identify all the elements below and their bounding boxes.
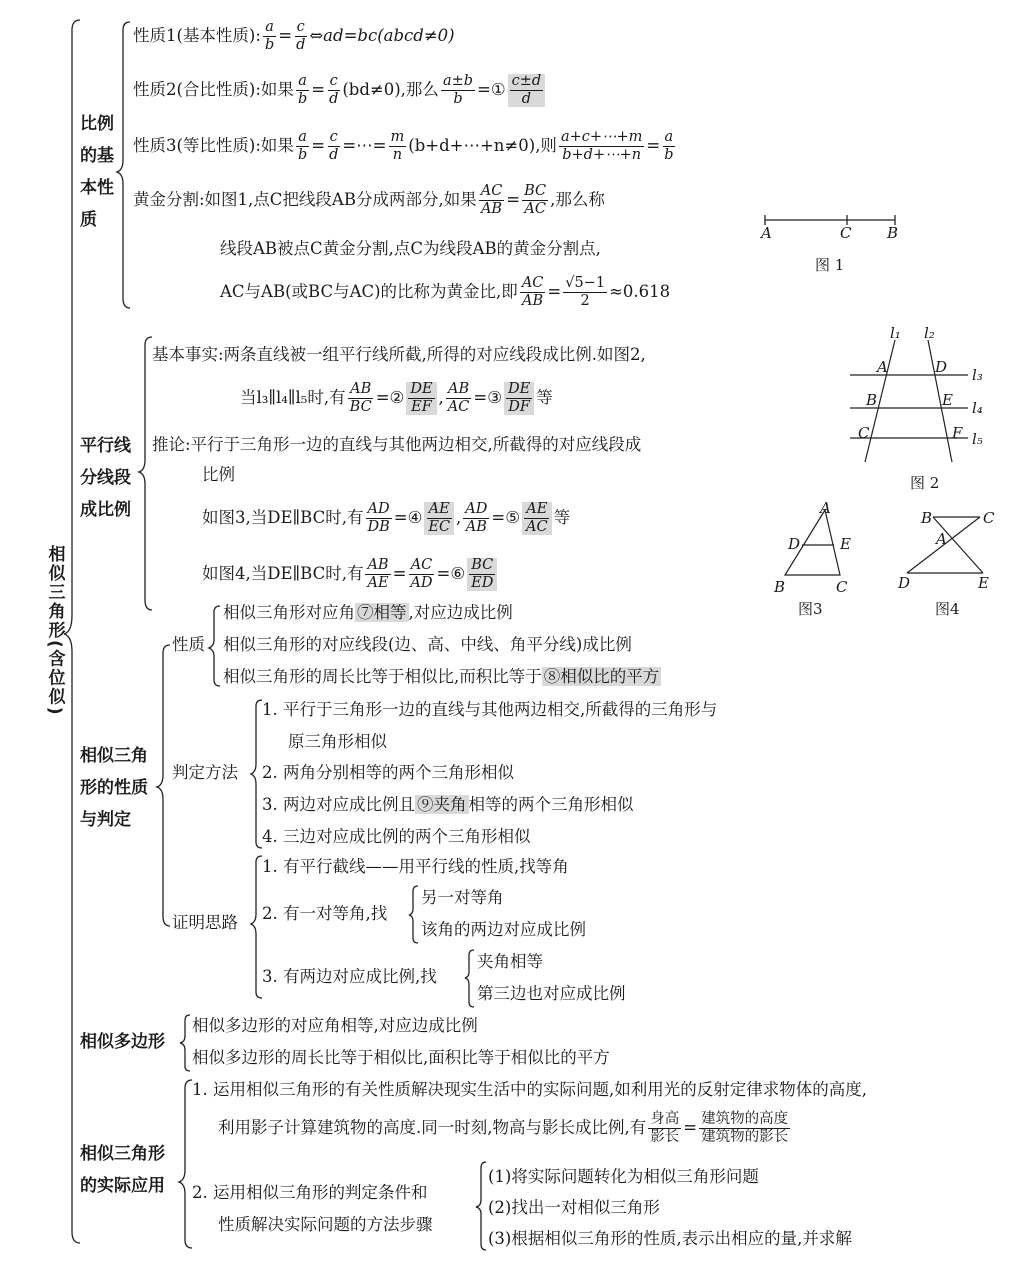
- fig3-d: D: [788, 535, 801, 553]
- app-1a: 1. 运用相似三角形的有关性质解决现实生活中的实际问题,如利用光的反射定律求物体的高度,: [192, 1080, 867, 1099]
- fig4-a: A: [936, 530, 947, 548]
- polygon-1: 相似多边形的对应角相等,对应边成比例: [192, 1016, 478, 1035]
- step-1: (1)将实际问题转化为相似三角形问题: [488, 1167, 759, 1186]
- fig3-caption: 图3: [798, 600, 823, 618]
- fig1-label-c: C: [840, 224, 852, 242]
- app-2a: 2. 运用相似三角形的判定条件和: [192, 1183, 428, 1202]
- fig3-e: E: [840, 535, 851, 553]
- section-1-label: 比例 的基 本性 质: [80, 114, 114, 230]
- golden-line-1: 黄金分割:如图1,点C把线段AB分成两部分,如果 $\frac{AC}{AB}$ = $\frac{BC}{AC}$ ,那么称: [133, 183, 605, 218]
- fig2-d: D: [935, 358, 948, 376]
- judge-1b: 原三角形相似: [288, 732, 387, 751]
- fig3-b: B: [774, 578, 786, 596]
- property-1: 性质1(基本性质): $\frac{a}{b}$ = $\frac{c}{d}$ ⇔ad=bc(abcd≠0): [133, 19, 455, 54]
- step-3: (3)根据相似三角形的性质,表示出相应的量,并求解: [488, 1229, 852, 1248]
- fig4-c: C: [983, 509, 995, 527]
- root-label: 相似三角形(含位似): [44, 545, 65, 717]
- fig4-caption: 图4: [935, 600, 960, 618]
- judge-4: 4. 三边对应成比例的两个三角形相似: [262, 827, 531, 846]
- judge-3: 3. 两边对应成比例且 ⑨夹角 相等的两个三角形相似: [262, 795, 634, 814]
- proof-1: 1. 有平行截线——用平行线的性质,找等角: [262, 857, 569, 876]
- proof-label: 证明思路: [172, 913, 238, 932]
- section-3-label: 相似三角 形的性质 与判定: [80, 746, 148, 830]
- property-3: 性质3(等比性质):如果 $\frac{a}{b}$ = $\frac{c}{d}$ =⋯= $\frac{m}{n}$ (b+d+⋯+n≠0),则 $\frac{a+c+\cdots+m}{b+d+\cdots+n}$ = $\frac{a}{b}$: [133, 129, 674, 164]
- fig2-a: A: [877, 358, 888, 376]
- similar-prop-2: 相似三角形的对应线段(边、高、中线、角平分线)成比例: [223, 635, 632, 654]
- fig2-c: C: [858, 424, 870, 442]
- fig2-l1: l₁: [890, 324, 901, 342]
- judge-1a: 1. 平行于三角形一边的直线与其他两边相交,所截得的三角形与: [262, 700, 718, 719]
- similar-prop-1: 相似三角形对应角 ⑦相等 ,对应边成比例: [223, 603, 513, 622]
- fig2-l3: l₃: [972, 366, 983, 384]
- figure-2: [840, 330, 980, 470]
- fig3-a: A: [820, 499, 831, 517]
- fig2-b: B: [866, 391, 878, 409]
- proof-2a: 另一对等角: [421, 888, 504, 907]
- basic-fact-1: 基本事实:两条直线被一组平行线所截,所得的对应线段成比例.如图2,: [152, 345, 646, 364]
- proof-3: 3. 有两边对应成比例,找: [262, 967, 437, 986]
- fig1-label-b: B: [887, 224, 899, 242]
- fig2-l5: l₅: [972, 430, 983, 448]
- fig1-label-a: A: [761, 224, 772, 242]
- corollary-1: 推论:平行于三角形一边的直线与其他两边相交,所截得的对应线段成: [152, 435, 642, 454]
- corollary-2: 比例: [202, 465, 235, 484]
- proof-2b: 该角的两边对应成比例: [421, 920, 586, 939]
- step-2: (2)找出一对相似三角形: [488, 1198, 660, 1217]
- property-label: 性质: [172, 635, 205, 654]
- fig2-l4: l₄: [972, 399, 983, 417]
- section-2-label: 平行线 分线段 成比例: [80, 436, 131, 520]
- fig2-l2: l₂: [924, 324, 935, 342]
- polygon-2: 相似多边形的周长比等于相似比,面积比等于相似比的平方: [192, 1048, 610, 1067]
- app-2b: 性质解决实际问题的方法步骤: [218, 1215, 433, 1234]
- section-4-label: 相似多边形: [80, 1032, 165, 1052]
- app-1b: 利用影子计算建筑物的高度.同一时刻,物高与影长成比例,有 $\frac{\text{身高}}{\text{影长}}$ = $\frac{\text{建筑物的高度}}{\text{建筑物的影长}}$: [218, 1111, 789, 1146]
- fig3-c: C: [836, 578, 848, 596]
- property-2: 性质2(合比性质):如果 $\frac{a}{b}$ = $\frac{c}{d}$ (bd≠0),那么 $\frac{a\pm b}{b}$ =① $\frac{c\pm d}{d}$: [133, 74, 547, 107]
- golden-line-2: 线段AB被点C黄金分割,点C为线段AB的黄金分割点,: [220, 239, 601, 258]
- fig4-d: D: [898, 574, 911, 592]
- fig2-caption: 图 2: [910, 474, 940, 492]
- fig4-b: B: [921, 509, 933, 527]
- proof-2: 2. 有一对等角,找: [262, 904, 388, 923]
- proof-3a: 夹角相等: [477, 952, 543, 971]
- judge-label: 判定方法: [172, 763, 238, 782]
- judge-2: 2. 两角分别相等的两个三角形相似: [262, 763, 514, 782]
- fig3-formula: 如图3,当DE∥BC时,有 $\frac{AD}{DB}$ =④ $\frac{AE}{EC}$ , $\frac{AD}{AB}$ =⑤ $\frac{AE}{AC}$ 等: [202, 501, 571, 536]
- fig2-f: F: [952, 424, 963, 442]
- fig2-e: E: [942, 391, 953, 409]
- section-5-label: 相似三角形 的实际应用: [80, 1144, 165, 1196]
- fig1-caption: 图 1: [815, 256, 845, 274]
- similar-prop-3: 相似三角形的周长比等于相似比,而积比等于 ⑧相似比的平方: [223, 667, 660, 686]
- basic-fact-2: 当l₃∥l₄∥l₅时,有 $\frac{AB}{BC}$ =② $\frac{DE}{EF}$ , $\frac{AB}{AC}$ =③ $\frac{DE}{DF}$ 等: [240, 381, 553, 416]
- fig4-e: E: [978, 574, 989, 592]
- fig4-formula: 如图4,当DE∥BC时,有 $\frac{AB}{AE}$ = $\frac{AC}{AD}$ =⑥ $\frac{BC}{ED}$: [202, 558, 499, 591]
- proof-3b: 第三边也对应成比例: [477, 984, 626, 1003]
- golden-line-3: AC与AB(或BC与AC)的比称为黄金比,即 $\frac{AC}{AB}$ = $\frac{√5-1}{2}$ ≈0.618: [220, 275, 671, 310]
